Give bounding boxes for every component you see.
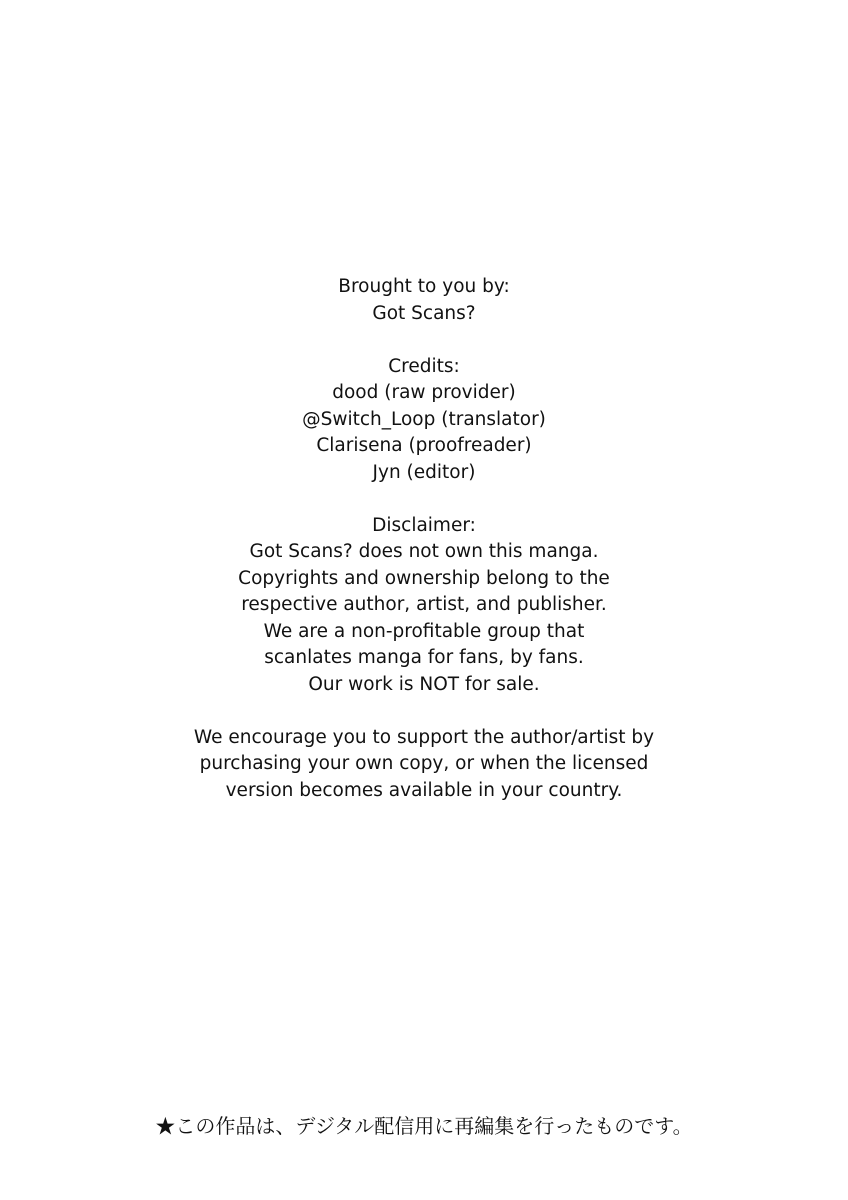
section-gap bbox=[0, 698, 848, 725]
credit-entry-editor: Jyn (editor) bbox=[372, 461, 476, 483]
disclaimer-line: respective author, artist, and publisher. bbox=[241, 594, 607, 615]
disclaimer-line: Our work is NOT for sale. bbox=[308, 673, 540, 695]
section-gap bbox=[0, 327, 848, 354]
intro-heading: Brought to you by: bbox=[338, 276, 510, 297]
encouragement-line: We encourage you to support the author/artist by bbox=[193, 726, 655, 748]
credit-entry-proofreader: Clarisena (proofreader) bbox=[316, 435, 532, 456]
disclaimer-line: scanlates manga for fans, by fans. bbox=[264, 647, 584, 668]
credits-page-text bbox=[0, 274, 848, 804]
credits-heading: Credits: bbox=[388, 355, 460, 377]
credit-entry-translator: @Switch_Loop (translator) bbox=[302, 408, 546, 430]
encouragement-line: purchasing your own copy, or when the licensed bbox=[199, 753, 649, 774]
digital-edition-note: ★この作品は、デジタル配信用に再編集を行ったものです。 bbox=[155, 1114, 693, 1138]
section-gap bbox=[0, 486, 848, 513]
disclaimer-heading: Disclaimer: bbox=[372, 514, 476, 536]
credit-entry-raw-provider: dood (raw provider) bbox=[332, 382, 516, 403]
group-name: Got Scans? bbox=[372, 302, 476, 324]
disclaimer-line: Got Scans? does not own this manga. bbox=[249, 541, 599, 562]
encouragement-line: version becomes available in your country. bbox=[225, 779, 623, 801]
disclaimer-line: Copyrights and ownership belong to the bbox=[238, 567, 610, 589]
disclaimer-line: We are a non-profitable group that bbox=[263, 620, 585, 642]
